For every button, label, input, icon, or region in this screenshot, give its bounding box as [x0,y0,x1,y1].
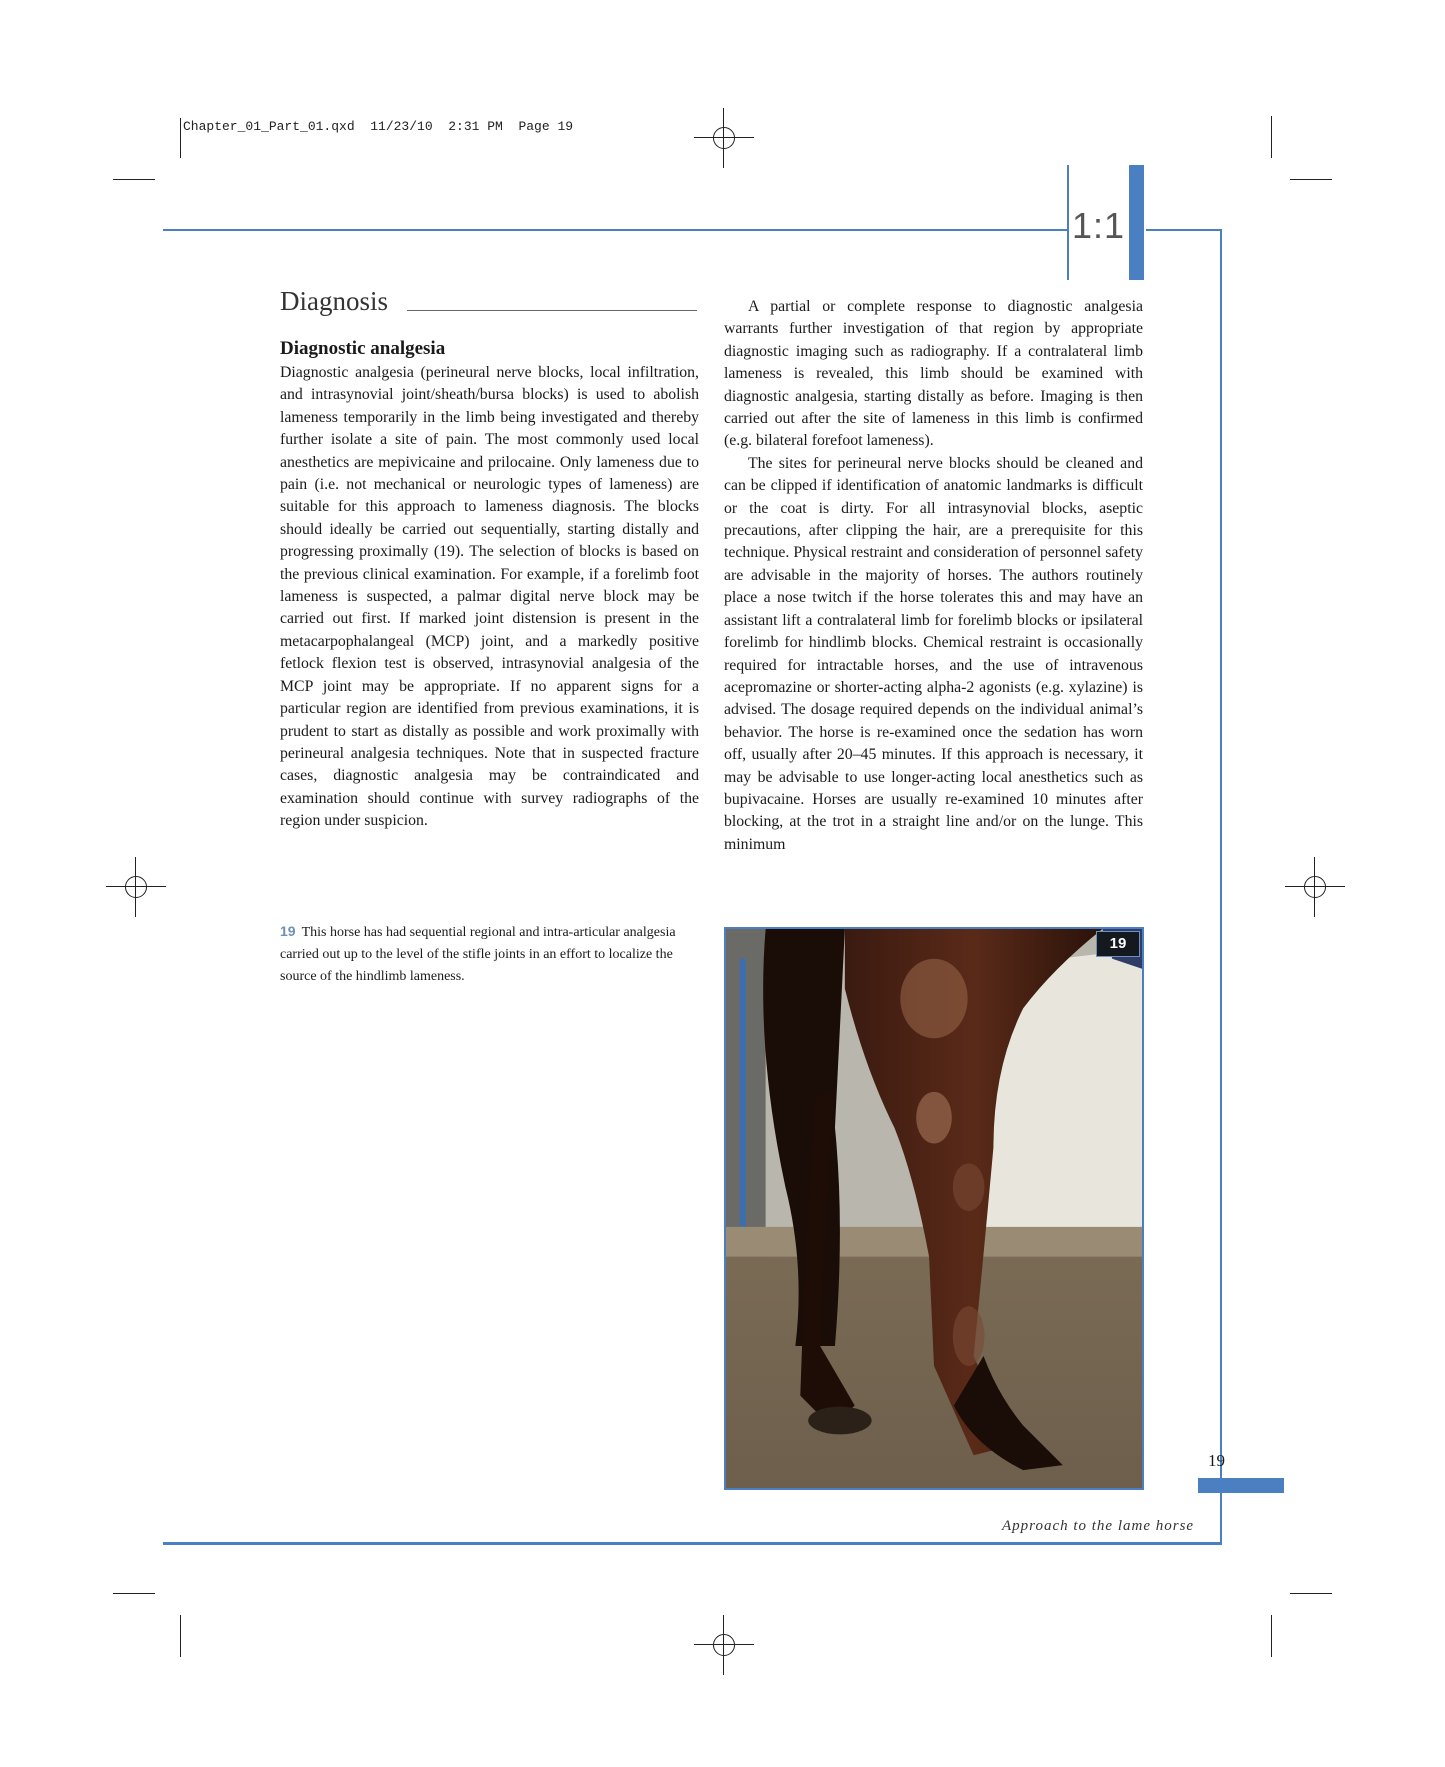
chapter-tab-label: 1:1 [1072,205,1126,246]
crop-mark [1271,116,1272,158]
registration-mark [1285,857,1345,917]
body-paragraph: Diagnostic analgesia (perineural nerve blocks, local infiltration, and intrasynovial joint/sheath/bursa blocks) is used to abolish lameness temporarily in the limb being investigated and thereby further isolate a site of pain. The most commonly used local anesthetics are mepivicaine and prilocaine. Only lameness due to pain (i.e. not mechanical or neurologic types of lameness) are suitable for this approach to lameness diagnosis. The blocks should ideally be carried out sequentially, starting distally and progressing proximally (19). The selection of blocks is based on the previous clinical examination. For example, if a forelimb foot lameness is suspected, a palmar digital nerve block may be carried out first. If marked joint distension is present in the metacarpophalangeal (MCP) joint, and a markedly positive fetlock flexion test is observed, intrasynovial analgesia of the MCP joint may be appropriate. If no apparent signs for a particular region are identified from previous examinations, it is prudent to start as distally as possible and work proximally with perineural analgesia techniques. Note that in suspected fracture cases, diagnostic analgesia may be contraindicated and examination should continue with survey radiographs of the region under suspicion. [280,364,699,830]
crop-mark [1290,1593,1332,1594]
crop-mark [1271,1615,1272,1657]
figure-caption [280,920,680,988]
chapter-tab-line [1067,165,1069,280]
printer-slug: Chapter_01_Part_01.qxd 11/23/10 2:31 PM Page 19 [183,119,574,134]
registration-mark [106,857,166,917]
frame-vertical-rule [1220,229,1222,1544]
header-rule-right [1146,229,1222,231]
crop-mark [113,179,155,180]
registration-mark [694,108,754,168]
figure-photo [724,927,1144,1490]
page-number: 19 [1208,1451,1225,1470]
horse-legs-photo [726,929,1142,1488]
chapter-tab-bar [1129,165,1144,280]
registration-mark [694,1615,754,1675]
crop-mark [180,118,181,158]
heading-rule [407,310,697,311]
body-paragraph: The sites for perineural nerve blocks should be cleaned and can be clipped if identification of anatomic landmarks is difficult or the coat is dirty. For all intrasynovial blocks, aseptic precautions, after clipping the hair, are a prerequisite for this technique. Physical restraint and consideration of personnel safety are advisable in the majority of horses. The authors routinely place a nose twitch if the horse tolerates this and may have an assistant lift a contralateral limb for forelimb blocks or ipsilateral forelimb for hindlimb blocks. Chemical restraint is occasionally required for intractable horses, and the use of intravenous acepromazine or shorter-acting alpha-2 agonists (e.g. xylazine) is advised. The dosage required depends on the individual animal’s behavior. The horse is re-examined once the sedation has worn off, usually after 20–45 minutes. If this approach is necessary, it may be advisable to use longer-acting local anesthetics such as bupivacaine. Horses are usually re-examined 10 minutes after blocking, at the trot in a straight line and/or on the lunge. This minimum [724,454,1143,853]
figure-caption-number: 19 [280,923,296,939]
header-rule [163,229,1067,231]
subsection-heading: Diagnostic analgesia [280,338,446,359]
left-column [280,362,699,833]
section-heading: Diagnosis [280,286,388,316]
running-title: Approach to the lame horse [1002,1518,1195,1534]
crop-mark [1290,179,1332,180]
footer-rule [163,1542,1222,1545]
body-paragraph: A partial or complete response to diagnostic analgesia warrants further investigation of that region by appropriate diagnostic imaging such as radiography. If a contralateral limb lameness is revealed, this limb should be examined with diagnostic analgesia, starting distally as before. Imaging is then carried out after the site of lameness in this limb is confirmed (e.g. bilateral forefoot lameness). [724,298,1143,450]
figure-caption-text: This horse has had sequential regional and intra-articular analgesia carried out up to the level of the stifle joints in an effort to localize the source of the hindlimb lameness. [280,925,676,984]
crop-mark [113,1593,155,1594]
crop-mark [180,1615,181,1657]
right-column [724,296,1143,856]
page-number-bar [1198,1478,1284,1493]
figure-number-badge: 19 [1096,931,1140,957]
